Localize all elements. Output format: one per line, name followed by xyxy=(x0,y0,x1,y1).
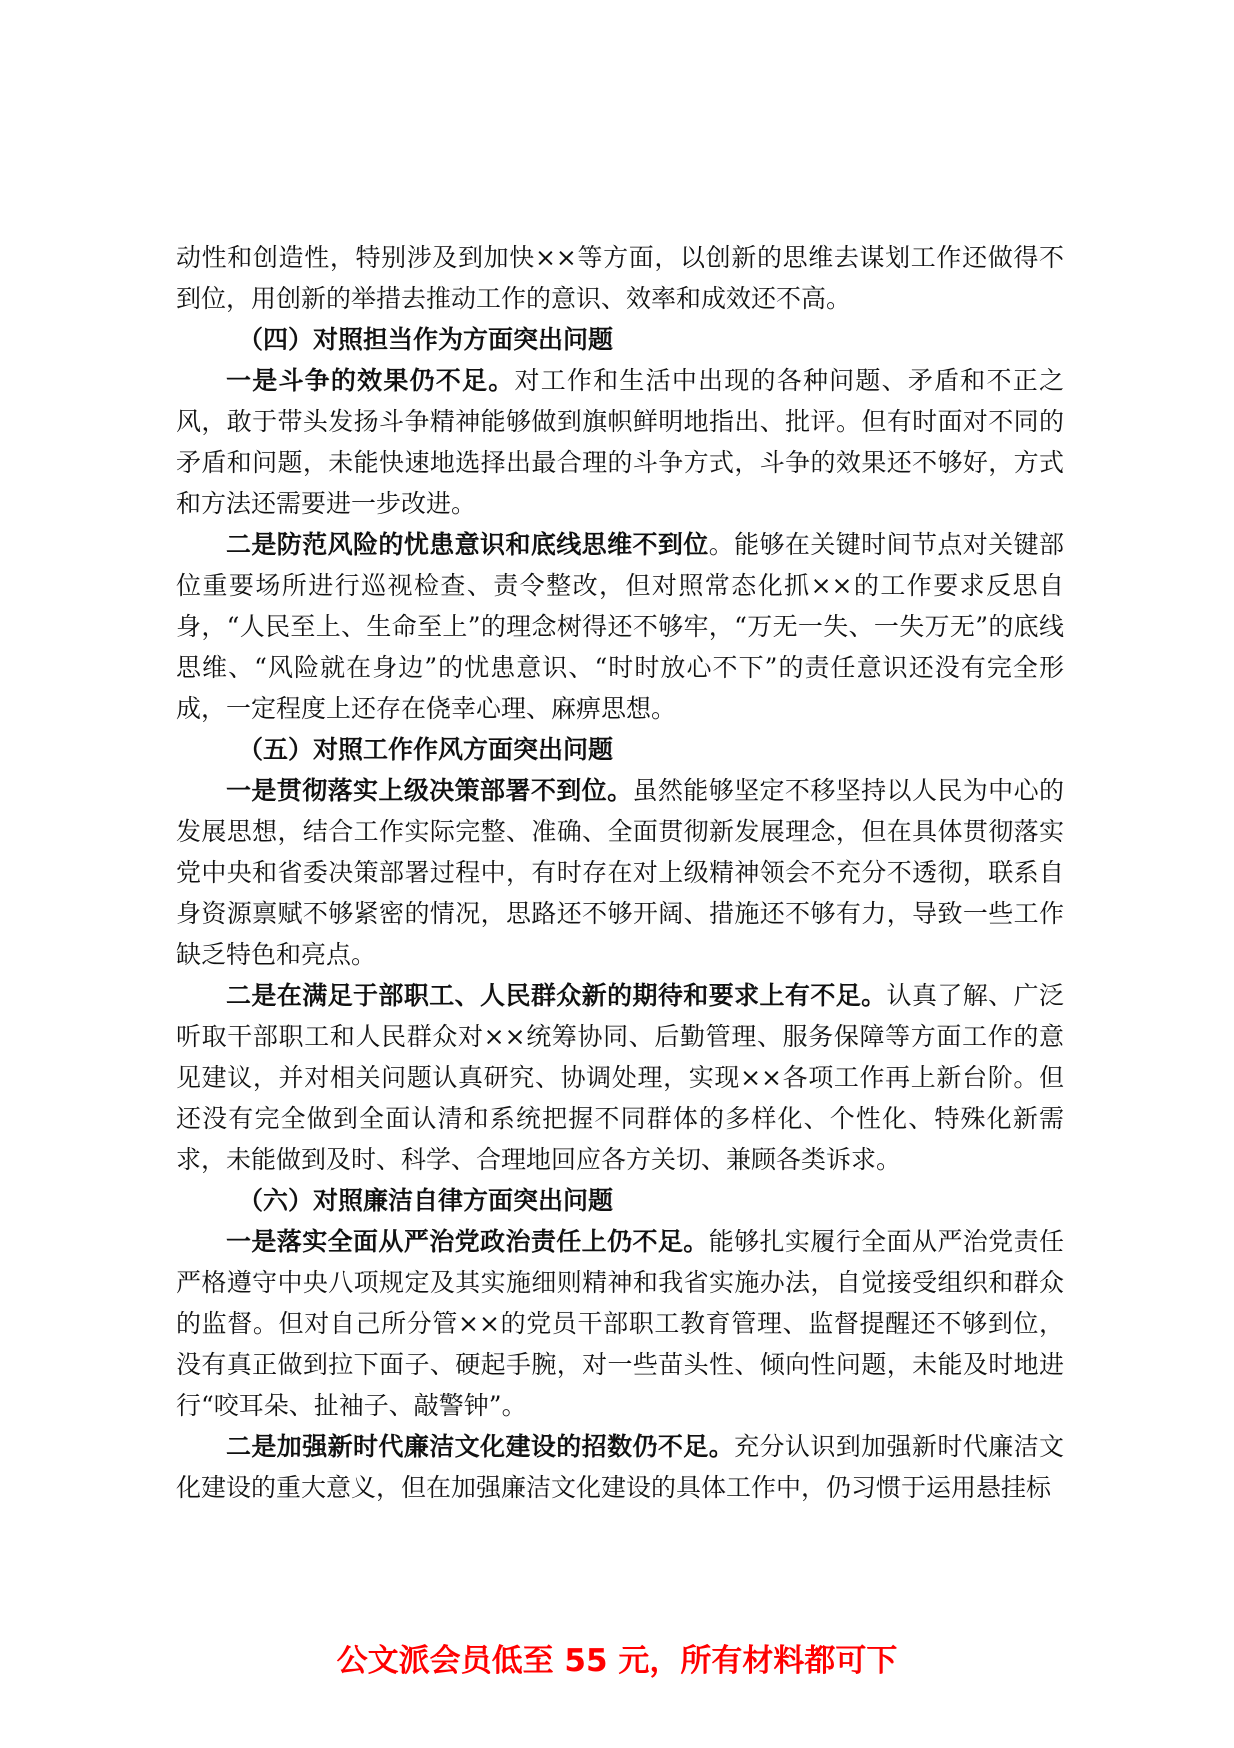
body-paragraph xyxy=(176,524,1064,729)
paragraph-text: 动性和创造性，特别涉及到加快××等方面，以创新的思维去谋划工作还做得不到位，用创新的举措去推动工作的意识、效率和成效还不高。 xyxy=(176,243,1064,313)
body-paragraph xyxy=(176,1221,1064,1426)
document-body xyxy=(176,237,1064,1508)
paragraph-text: 认真了解、广泛听取干部职工和人民群众对××统筹协同、后勤管理、服务保障等方面工作的意见建议，并对相关问题认真研究、协调处理，实现××各项工作再上新台阶。但还没有完全做到全面认清和系统把握不同群体的多样化、个性化、特殊化新需求，未能做到及时、科学、合理地回应各方关切、兼顾各类诉求。 xyxy=(176,981,1064,1174)
paragraph-lead: 一是斗争的效果仍不足。 xyxy=(226,366,515,395)
paragraph-text: 对工作和生活中出现的各种问题、矛盾和不正之风，敢于带头发扬斗争精神能够做到旗帜鲜明地指出、批评。但有时面对不同的矛盾和问题，未能快速地选择出最合理的斗争方式，斗争的效果还不够好，方式和方法还需要进一步改进。 xyxy=(176,366,1064,518)
paragraph-lead: 一是贯彻落实上级决策部署不到位。 xyxy=(226,776,633,805)
section-heading-5: （五）对照工作作风方面突出问题 xyxy=(238,735,614,764)
body-paragraph xyxy=(176,770,1064,975)
body-paragraph xyxy=(176,1426,1064,1508)
paragraph-lead: 二是加强新时代廉洁文化建设的招数仍不足。 xyxy=(226,1432,735,1461)
section-heading-4: （四）对照担当作为方面突出问题 xyxy=(238,325,614,354)
paragraph-text: 能够扎实履行全面从严治党责任严格遵守中央八项规定及其实施细则精神和我省实施办法，自觉接受组织和群众的监督。但对自己所分管××的党员干部职工教育管理、监督提醒还不够到位，没有真正做到拉下面子、硬起手腕，对一些苗头性、倾向性问题，未能及时地进行“咬耳朵、扯袖子、敲警钟”。 xyxy=(176,1227,1064,1420)
paragraph-text: 虽然能够坚定不移坚持以人民为中心的发展思想，结合工作实际完整、准确、全面贯彻新发展理念，但在具体贯彻落实党中央和省委决策部署过程中，有时存在对上级精神领会不充分不透彻，联系自身资源禀赋不够紧密的情况，思路还不够开阔、措施还不够有力，导致一些工作缺乏特色和亮点。 xyxy=(176,776,1064,969)
promo-banner: 公文派会员低至 55 元，所有材料都可下 xyxy=(336,1643,898,1679)
body-paragraph xyxy=(176,360,1064,524)
paragraph-lead: 一是落实全面从严治党政治责任上仍不足。 xyxy=(226,1227,709,1256)
continuation-paragraph xyxy=(176,237,1064,319)
paragraph-text: 充分认识到加强新时代廉洁文化建设的重大意义，但在加强廉洁文化建设的具体工作中，仍习惯于运用悬挂标 xyxy=(176,1432,1064,1502)
section-heading-6: （六）对照廉洁自律方面突出问题 xyxy=(238,1186,614,1215)
paragraph-lead: 二是在满足于部职工、人民群众新的期待和要求上有不足。 xyxy=(226,981,887,1010)
paragraph-lead: 二是防范风险的忧患意识和底线思维不到位 xyxy=(226,530,709,559)
paragraph-text: 。能够在关键时间节点对关键部位重要场所进行巡视检查、责令整改，但对照常态化抓××的工作要求反思自身，“人民至上、生命至上”的理念树得还不够牢，“万无一失、一失万无”的底线思维、“风险就在身边”的忧患意识、“时时放心不下”的责任意识还没有完全形成，一定程度上还存在侥幸心理、麻痹思想。 xyxy=(176,530,1064,723)
body-paragraph xyxy=(176,975,1064,1180)
